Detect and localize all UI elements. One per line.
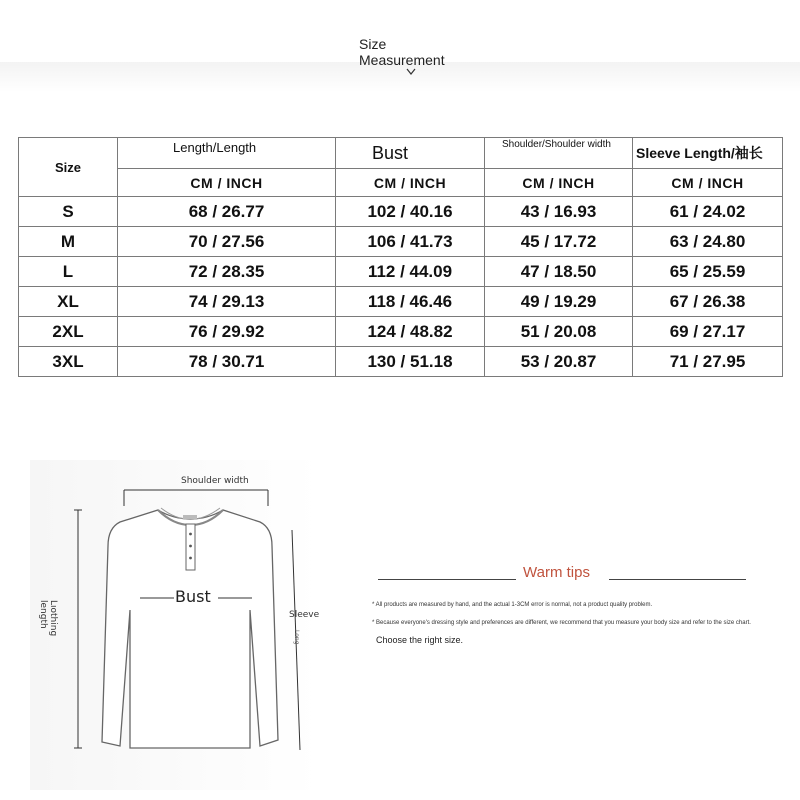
bust-label: Bust — [175, 587, 211, 606]
length-column-header: Length/Length — [118, 138, 336, 169]
sleeve-cell: 61 / 24.02 — [633, 197, 783, 227]
sleeve-cell: 69 / 27.17 — [633, 317, 783, 347]
table-row — [19, 287, 783, 317]
table-row — [19, 227, 783, 257]
shoulder-cell: 45 / 17.72 — [485, 227, 633, 257]
sleeve-sub-label: Long — [293, 630, 300, 645]
size-cell: 3XL — [19, 347, 118, 377]
length-cell: 78 / 30.71 — [118, 347, 336, 377]
bust-column-header: Bust — [336, 138, 485, 169]
bust-cell: 106 / 41.73 — [336, 227, 485, 257]
sleeve-cell: 67 / 26.38 — [633, 287, 783, 317]
chevron-down-icon — [406, 67, 416, 77]
sleeve-cell: 65 / 25.59 — [633, 257, 783, 287]
long-sleeve-shirt-illustration — [28, 460, 338, 790]
shoulder-cell: 47 / 18.50 — [485, 257, 633, 287]
bust-unit-header: CM / INCH — [336, 169, 485, 197]
length-cell: 72 / 28.35 — [118, 257, 336, 287]
bust-cell: 130 / 51.18 — [336, 347, 485, 377]
length-cell: 76 / 29.92 — [118, 317, 336, 347]
length-cell: 74 / 29.13 — [118, 287, 336, 317]
shoulder-cell: 51 / 20.08 — [485, 317, 633, 347]
size-cell: XL — [19, 287, 118, 317]
divider — [609, 579, 746, 580]
sleeve-column-header: Sleeve Length/袖长 — [633, 138, 783, 169]
table-row — [19, 257, 783, 287]
table-row — [19, 347, 783, 377]
size-cell: 2XL — [19, 317, 118, 347]
size-table — [18, 137, 783, 377]
shoulder-cell: 53 / 20.87 — [485, 347, 633, 377]
bust-cell: 102 / 40.16 — [336, 197, 485, 227]
length-unit-header: CM / INCH — [118, 169, 336, 197]
header-title-line2: Measurement — [359, 52, 445, 68]
length-cell: 68 / 26.77 — [118, 197, 336, 227]
tip-text: Choose the right size. — [376, 635, 464, 645]
shoulder-cell: 43 / 16.93 — [485, 197, 633, 227]
length-cell: 70 / 27.56 — [118, 227, 336, 257]
size-cell: S — [19, 197, 118, 227]
table-row — [19, 317, 783, 347]
bust-cell: 118 / 46.46 — [336, 287, 485, 317]
shoulder-cell: 49 / 19.29 — [485, 287, 633, 317]
sleeve-unit-header: CM / INCH — [633, 169, 783, 197]
page-header — [340, 36, 480, 68]
table-row — [19, 197, 783, 227]
length-label: Lıothing length — [38, 600, 58, 637]
tip-text: * All products are measured by hand, and the actual 1-3CM error is normal, not a product quality problem. — [372, 602, 653, 608]
bust-cell: 112 / 44.09 — [336, 257, 485, 287]
divider — [378, 579, 516, 580]
shoulder-width-label: Shoulder width — [181, 476, 249, 486]
sleeve-cell: 71 / 27.95 — [633, 347, 783, 377]
size-cell: L — [19, 257, 118, 287]
sleeve-cell: 63 / 24.80 — [633, 227, 783, 257]
shoulder-column-header: Shoulder/Shoulder width — [485, 138, 633, 169]
size-column-header: Size — [19, 138, 118, 197]
warm-tips-title: Warm tips — [523, 564, 590, 581]
tip-text: * Because everyone's dressing style and preferences are different, we recommend that you measure your body size and refer to the size chart. — [372, 620, 751, 626]
header-title-line1: Size — [359, 36, 387, 52]
sleeve-label: Sleeve — [289, 610, 320, 620]
warm-tips-heading — [378, 562, 748, 584]
measurement-diagram — [28, 460, 338, 790]
bust-cell: 124 / 48.82 — [336, 317, 485, 347]
size-cell: M — [19, 227, 118, 257]
shoulder-unit-header: CM / INCH — [485, 169, 633, 197]
